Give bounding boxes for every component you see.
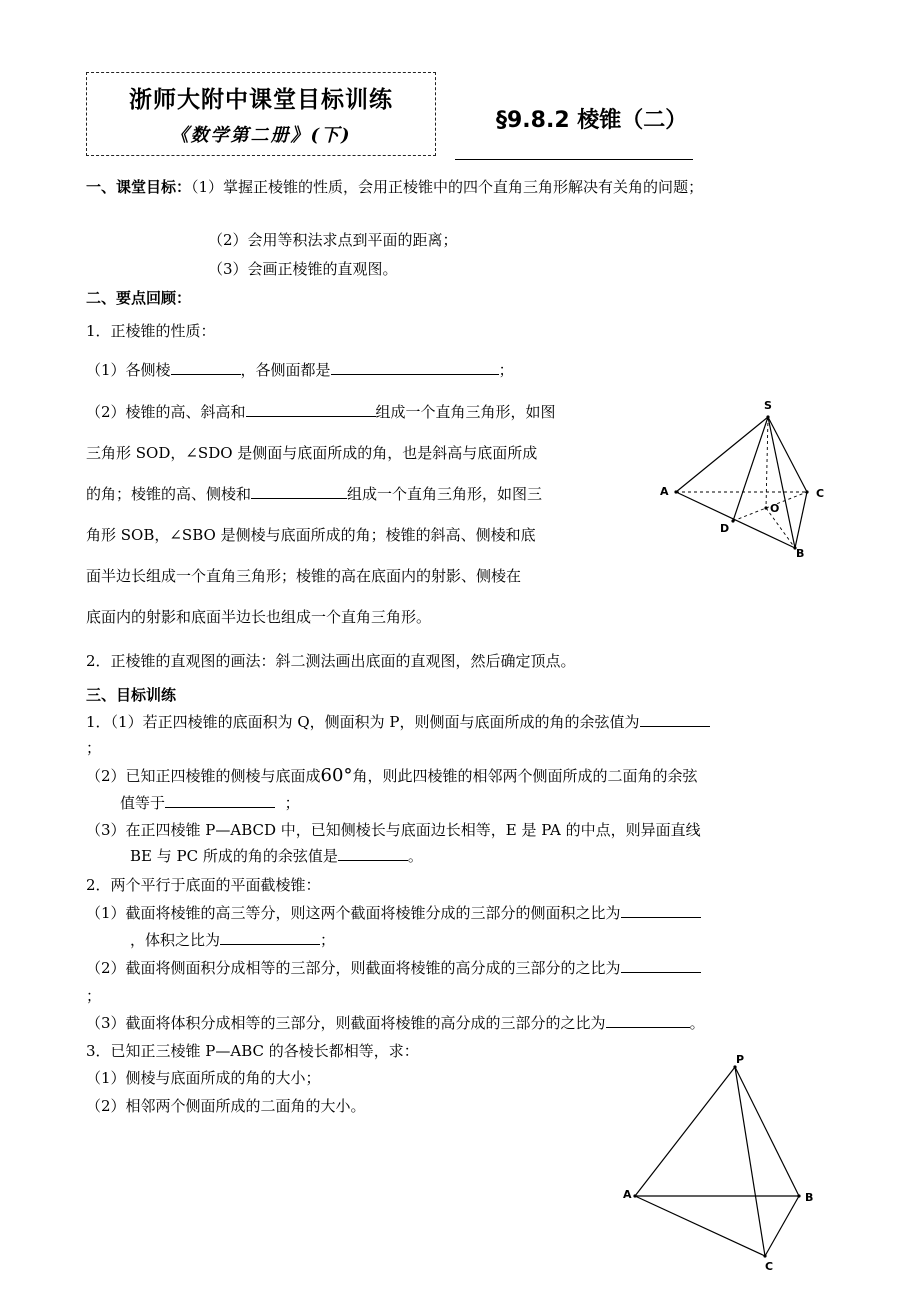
label-s: S (764, 399, 772, 412)
question-2-1 (86, 902, 701, 923)
review-line-3: 三角形 SOD，∠SDO 是侧面与底面所成的角，也是斜高与底面所成 (86, 444, 538, 462)
degree-value: 60° (320, 765, 353, 786)
text-segment: BE 与 PC 所成的角的余弦值是 (130, 847, 338, 865)
label-d: D (720, 522, 730, 535)
review-line-7: 底面内的射影和底面半边长也组成一个直角三角形。 (86, 608, 432, 626)
edge-sd (733, 417, 768, 521)
text-segment: 。 (407, 847, 423, 865)
school-title: 浙师大附中课堂目标训练 (129, 87, 393, 113)
answer-blank (251, 483, 347, 499)
review-line-5: 角形 SOB，∠SBO 是侧棱与底面所成的角；棱锥的斜高、侧棱和底 (86, 526, 536, 544)
answer-blank (338, 845, 408, 861)
review-line-2 (86, 401, 556, 422)
answer-blank (621, 902, 701, 918)
goals-heading: 一、课堂目标： (86, 178, 192, 196)
label-c: C (765, 1260, 774, 1273)
review-line-4 (86, 483, 542, 504)
edge-pa (635, 1067, 735, 1196)
goal-item-1: （1）掌握正棱锥的性质，会用正棱锥中的四个直角三角形解决有关角的问题； (191, 178, 704, 196)
edge-pb (735, 1067, 799, 1196)
answer-blank (621, 957, 701, 973)
edge-sb (768, 417, 795, 548)
segment-od (733, 508, 766, 521)
review-point-1-title: 1．正棱锥的性质： (86, 322, 216, 340)
goals-line-1 (86, 176, 703, 197)
text-segment: （1）截面将棱锥的高三等分，则这两个截面将棱锥分成的三部分的侧面积之比为 (86, 904, 621, 922)
question-2-2 (86, 957, 701, 978)
vertex-b-dot (797, 1194, 800, 1197)
edge-cb (795, 492, 807, 548)
answer-blank (220, 929, 320, 945)
lesson-title: §9.8.2 棱锥（二） (496, 108, 688, 133)
vertex-a-dot (633, 1194, 636, 1197)
text-segment: ； (498, 361, 514, 379)
review-point-2: 2．正棱锥的直观图的画法：斜二测法画出底面的直观图，然后确定顶点。 (86, 652, 576, 670)
answer-blank (171, 359, 241, 375)
text-segment: （2）棱锥的高、斜高和 (86, 403, 246, 421)
edge-ac (635, 1196, 765, 1256)
question-2-2-semicolon: ； (86, 987, 102, 1005)
text-segment: 的角；棱锥的高、侧棱和 (86, 485, 252, 503)
height-so (766, 417, 768, 508)
label-c: C (816, 487, 825, 500)
answer-blank (331, 359, 499, 375)
vertex-d-dot (731, 519, 734, 522)
question-3: 3．已知正三棱锥 P—ABC 的各棱长都相等，求： (86, 1042, 419, 1060)
label-p: P (736, 1053, 745, 1066)
vertex-a-dot (674, 490, 677, 493)
text-segment: （1）各侧棱 (86, 361, 171, 379)
vertex-o-dot (764, 506, 767, 509)
answer-blank (165, 792, 275, 808)
review-line-6: 面半边长组成一个直角三角形；棱锥的高在底面内的射影、侧棱在 (86, 567, 522, 585)
edge-bc (765, 1196, 799, 1256)
vertex-c-dot (805, 490, 808, 493)
text-segment: 1．（1）若正四棱锥的底面积为 Q，侧面积为 P，则侧面与底面所成的角的余弦值为 (86, 713, 640, 731)
question-1-2-cont (120, 792, 300, 813)
question-1-3-cont (130, 845, 423, 866)
vertex-s-dot (766, 415, 769, 418)
header-box (86, 72, 436, 156)
label-a: A (660, 485, 669, 498)
label-o: O (770, 502, 780, 515)
question-3-2: （2）相邻两个侧面所成的二面角的大小。 (86, 1097, 366, 1115)
text-segment: ，各侧面都是 (240, 361, 331, 379)
training-heading: 三、目标训练 (86, 686, 177, 704)
text-segment: （2）已知正四棱锥的侧棱与底面成 (86, 767, 321, 785)
text-segment: ，体积之比为 (130, 931, 221, 949)
question-2-3 (86, 1012, 705, 1033)
question-2-1-cont (130, 929, 335, 950)
edge-pc (735, 1067, 765, 1256)
question-3-1: （1）侧棱与底面所成的角的大小； (86, 1069, 321, 1087)
pyramid-figure-1 (650, 395, 830, 560)
answer-blank (606, 1012, 690, 1028)
text-segment: ； (320, 931, 336, 949)
text-segment: 组成一个直角三角形，如图 (375, 403, 556, 421)
title-underline (455, 159, 693, 160)
text-segment: 。 (689, 1014, 705, 1032)
label-a: A (623, 1188, 632, 1201)
vertex-c-dot (763, 1254, 766, 1257)
edge-sc (768, 417, 807, 492)
text-segment: （3）截面将体积分成相等的三部分，则截面将棱锥的高分成的三部分的之比为 (86, 1014, 606, 1032)
book-subtitle: 《数学第二册》(下) (170, 125, 352, 146)
answer-blank (640, 711, 710, 727)
question-1-3: （3）在正四棱锥 P—ABCD 中，已知侧棱长与底面边长相等，E 是 PA 的中点，则异面直线 (86, 821, 701, 839)
question-1-1 (86, 711, 710, 732)
text-segment: 值等于 (120, 794, 166, 812)
question-1-2 (86, 765, 697, 786)
goal-item-2: （2）会用等积法求点到平面的距离； (208, 231, 458, 249)
text-segment: ； (284, 794, 300, 812)
text-segment: 角，则此四棱锥的相邻两个侧面所成的二面角的余弦 (352, 767, 698, 785)
goal-item-3: （3）会画正棱锥的直观图。 (208, 260, 398, 278)
edge-sa (676, 417, 768, 492)
pyramid-figure-2 (615, 1050, 825, 1275)
answer-blank (246, 401, 376, 417)
question-1-1-semicolon: ； (86, 739, 102, 757)
review-heading: 二、要点回顾： (86, 289, 192, 307)
text-segment: （2）截面将侧面积分成相等的三部分，则截面将棱锥的高分成的三部分的之比为 (86, 959, 621, 977)
question-2: 2．两个平行于底面的平面截棱锥： (86, 876, 321, 894)
review-line-1 (86, 359, 514, 380)
label-b: B (805, 1191, 814, 1204)
label-b: B (796, 547, 805, 560)
text-segment: 组成一个直角三角形，如图三 (347, 485, 543, 503)
